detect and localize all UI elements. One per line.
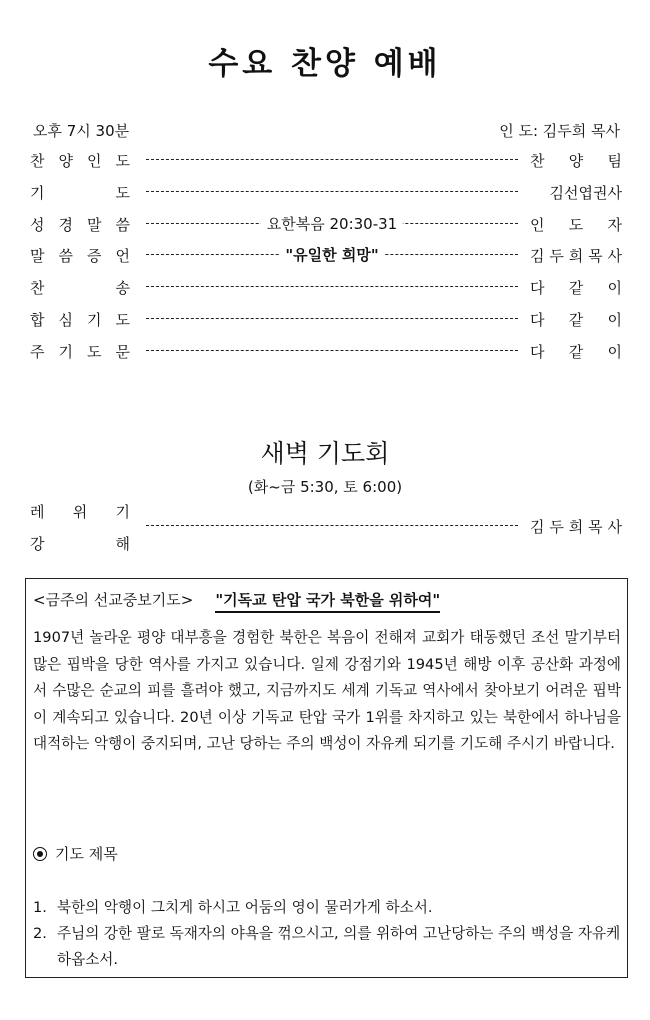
order-label [30, 214, 130, 235]
mission-paragraph: 1907년 놀라운 평양 대부흥을 경험한 북한은 복음이 전해져 교회가 태동했던 조선 말기부터 많은 핍박을 당한 역사를 가지고 있습니다. 일제 강점기와 1945년 해방 이후 공산화 과정에서 수많은 순교의 피를 흘려야 했고, 지금까지도 세계 기독교 역사에서 찾아보기 어려운 핍박이 계속되고 있습니다. 20년 이상 기독교 탄압 국가 1위를 차지하고 있는 북한에서 하나님을 대적하는 악행이 중지되며, 고난 당하는 주의 백성이 자유케 되기를 기도해 주시기 바랍니다. [33, 629, 621, 752]
order-who-char: 팀 [607, 151, 622, 170]
prayer-title [33, 843, 118, 864]
prayer-item-text: 북한의 악행이 그치게 하시고 어둠의 영이 물러가게 하소서. [57, 899, 433, 916]
order-label-char: 인 [87, 151, 102, 170]
mission-topic: "기독교 탄압 국가 북한을 위하여" [215, 589, 440, 613]
order-label-char: 심 [58, 310, 73, 329]
service-leader: 인 도: 김두희 목사 [499, 122, 620, 140]
mission-heading: <금주의 선교중보기도> [33, 591, 194, 609]
order-who [530, 150, 622, 171]
order-label-char: 송 [115, 278, 130, 297]
order-label-char: 찬 [30, 278, 45, 297]
order-who-char: 도 [568, 215, 584, 234]
order-who [530, 341, 622, 362]
order-who-char: 양 [568, 151, 584, 170]
order-who [530, 277, 622, 298]
order-who-char: 이 [607, 342, 622, 361]
order-label-char: 경 [58, 215, 73, 234]
order-label-char: 기 [58, 342, 73, 361]
order-who [530, 309, 622, 330]
order-label-char: 씀 [58, 246, 73, 265]
dawn-label-char: 기 [115, 502, 130, 521]
order-label [30, 309, 130, 330]
order-who-char: 자 [607, 215, 622, 234]
order-label [30, 150, 130, 171]
prayer-items [33, 895, 621, 973]
dawn-leader-name [530, 516, 622, 537]
order-row [30, 244, 622, 266]
dawn-who-char: 희 [568, 517, 584, 536]
order-label-char: 합 [30, 310, 45, 329]
dawn-prayer-title: 새벽 기도회 [260, 439, 390, 468]
order-who-char: 김 [530, 246, 545, 265]
prayer-item-text: 주님의 강한 팔로 독재자의 야욕을 꺾으시고, 의를 위하여 고난당하는 주의 백성을 자유케 하옵소서. [57, 925, 621, 968]
order-who-char: 이 [607, 278, 622, 297]
order-who-char: 다 [530, 278, 545, 297]
prayer-item-number: 2. [33, 925, 47, 942]
order-middle-text: "유일한 희망" [279, 244, 384, 266]
dawn-label-char: 위 [72, 502, 88, 521]
order-row [30, 213, 622, 235]
order-label-char: 언 [115, 246, 130, 265]
mission-prayer-box [25, 578, 628, 978]
order-label-char: 도 [115, 310, 130, 329]
page-title: 수요 찬양 예배 [208, 46, 442, 82]
order-label-char: 말 [30, 246, 45, 265]
dash-leader [146, 181, 518, 203]
order-label [30, 182, 130, 203]
order-label-char: 도 [87, 342, 102, 361]
order-label-char: 증 [87, 246, 102, 265]
order-row [30, 181, 622, 203]
order-label [30, 277, 130, 298]
order-who-char: 같 [568, 310, 584, 329]
order-label-char: 씀 [115, 215, 130, 234]
order-label-char: 문 [115, 342, 130, 361]
dawn-who-char: 두 [549, 517, 564, 536]
prayer-item [33, 921, 621, 973]
order-who-char: 인 [530, 215, 545, 234]
order-label-char: 기 [30, 183, 45, 202]
prayer-item-number: 1. [33, 899, 47, 916]
dawn-who-char: 목 [588, 517, 603, 536]
prayer-item [33, 895, 621, 921]
dash-leader [146, 244, 518, 266]
order-label-char: 양 [58, 151, 73, 170]
dawn-leader-row [130, 515, 622, 537]
order-label-char: 도 [115, 151, 130, 170]
order-row [30, 276, 622, 298]
order-who [530, 182, 622, 203]
dash-leader [146, 149, 518, 171]
mission-header [33, 589, 440, 613]
dawn-label-char: 강 [30, 534, 45, 553]
prayer-title-text: 기도 제목 [55, 845, 118, 863]
order-label [30, 341, 130, 362]
dash-leader [146, 276, 518, 298]
order-label-char: 찬 [30, 151, 45, 170]
order-who-char: 다 [530, 310, 545, 329]
order-label-char: 말 [87, 215, 102, 234]
order-who-char: 이 [607, 310, 622, 329]
dash-leader [146, 308, 518, 330]
order-who-char: 두 [549, 246, 564, 265]
order-who-char: 사 [607, 246, 622, 265]
order-row [30, 340, 622, 362]
order-label [30, 245, 130, 266]
order-middle-text: 요한복음 20:30-31 [261, 213, 403, 235]
order-who-char: 희 [568, 246, 584, 265]
dawn-label-char: 레 [30, 502, 45, 521]
dawn-who-char: 김 [530, 517, 545, 536]
order-who [530, 214, 622, 235]
order-label-char: 기 [87, 310, 102, 329]
dawn-label-char: 해 [115, 534, 130, 553]
dawn-label-1 [30, 501, 130, 522]
dawn-prayer-time: (화~금 5:30, 토 6:00) [247, 478, 403, 496]
order-who-text: 김선엽권사 [549, 183, 622, 202]
dash-leader [146, 340, 518, 362]
service-time: 오후 7시 30분 [33, 122, 130, 140]
order-row [30, 149, 622, 171]
order-label-char: 주 [30, 342, 45, 361]
order-who-char: 같 [568, 278, 584, 297]
dash-leader [146, 515, 518, 537]
order-row [30, 308, 622, 330]
dash-leader [146, 213, 518, 235]
order-label-char: 도 [115, 183, 130, 202]
order-who-char: 목 [588, 246, 603, 265]
order-who-char: 찬 [530, 151, 545, 170]
dawn-label-2 [30, 533, 130, 554]
order-who-char: 같 [568, 342, 584, 361]
order-who [530, 245, 622, 266]
order-label-char: 성 [30, 215, 45, 234]
dawn-who-char: 사 [607, 517, 622, 536]
order-who-char: 다 [530, 342, 545, 361]
radio-bullet-icon [33, 847, 47, 861]
